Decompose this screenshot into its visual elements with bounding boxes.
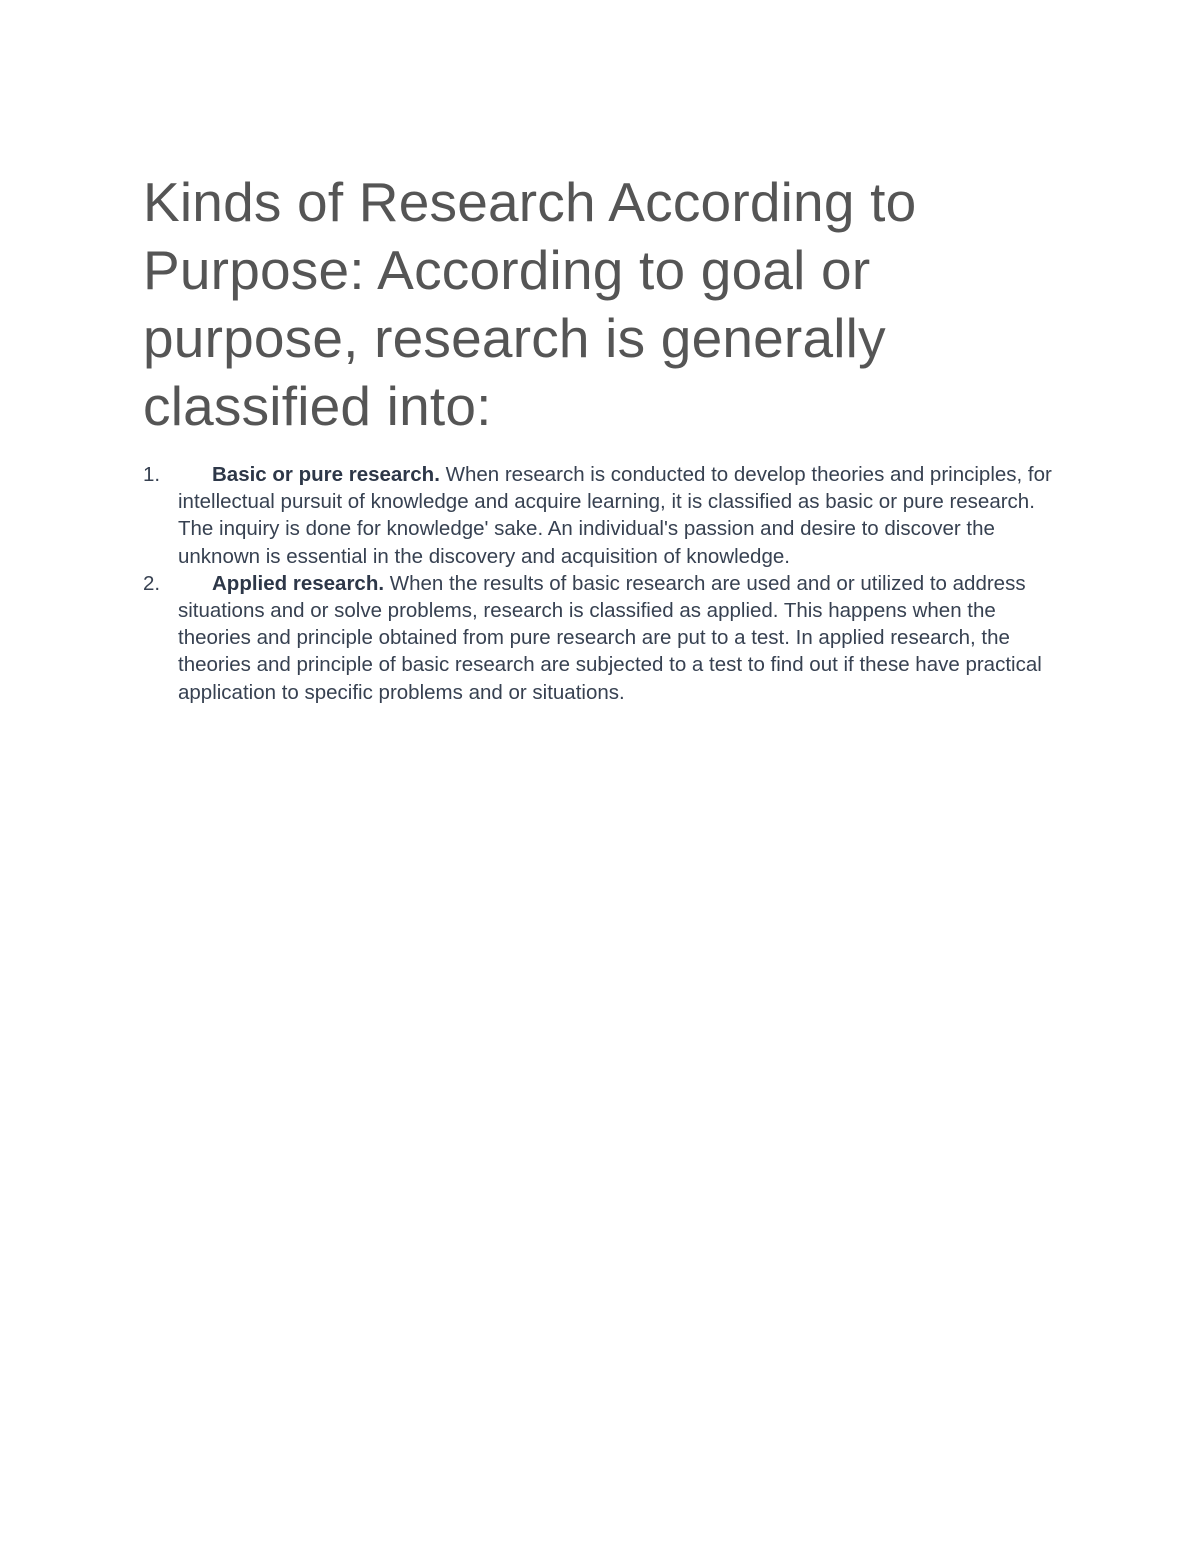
list-item-term: Basic or pure research. [212,463,440,486]
list-item-number: 2. [143,571,161,595]
list-item-applied-research [143,570,1073,706]
list-item-text: When the results of basic research are used and or utilized to address situations and or solve problems, research is classified as applied. This happens when the theories and principle obtained from pure research are put to a test. In applied research, the theories and principle of basic research are subjected to a test to find out if these have practical application to specific problems and or situations. [178,571,1042,704]
page-title: Kinds of Research According to Purpose: According to goal or purpose, research is generally classified into: [143,171,917,437]
list-item-basic-research [143,461,1073,570]
list-item-text: When research is conducted to develop theories and principles, for intellectual pursuit of knowledge and acquire learning, it is classified as basic or pure research. The inquiry is done for knowledge' sake. An individual's passion and desire to discover the unknown is essential in the discovery and acquisition of knowledge. [178,463,1052,568]
list-item-term: Applied research. [212,571,385,595]
research-kinds-list [143,461,1073,706]
list-item-number: 1. [143,463,161,486]
